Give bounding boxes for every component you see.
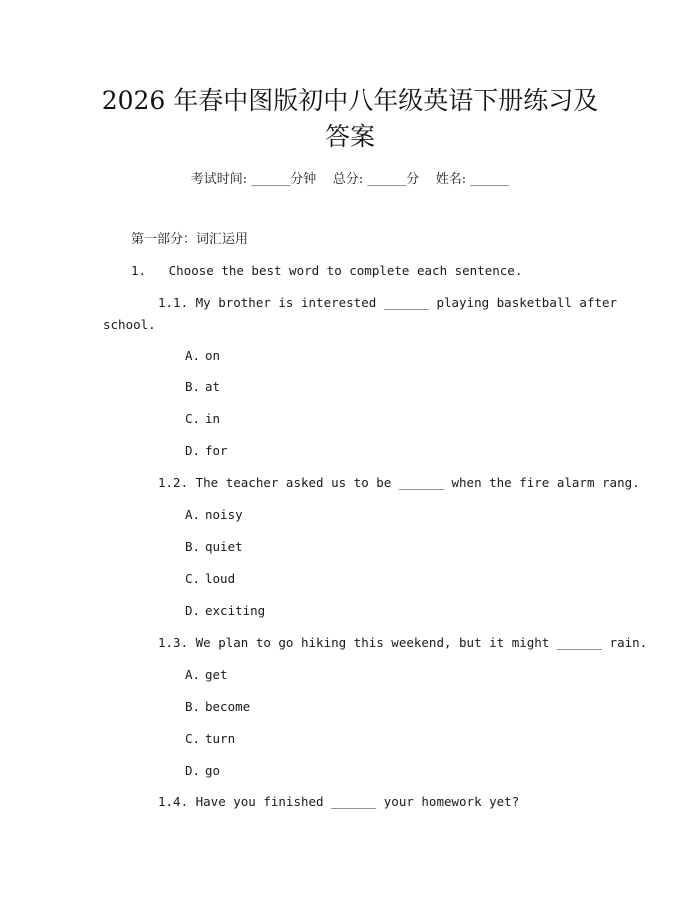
option[interactable]	[185, 442, 228, 460]
question-text: Choose the best word to complete each sentence.	[168, 263, 523, 278]
option[interactable]	[185, 698, 250, 716]
option-letter: C.	[185, 411, 201, 426]
option-text: loud	[205, 571, 236, 586]
option-letter: B.	[185, 539, 201, 554]
option-letter: A.	[185, 667, 201, 682]
option-letter: A.	[185, 348, 201, 363]
option[interactable]	[185, 602, 265, 620]
option[interactable]	[185, 570, 235, 588]
option[interactable]	[185, 762, 220, 780]
item-1-1-stem-continued: school.	[103, 317, 156, 332]
item-1-1-stem: 1.1. My brother is interested ______ playing basketball after	[158, 295, 618, 310]
option[interactable]	[185, 347, 220, 365]
option-text: at	[205, 379, 221, 394]
option-text: for	[205, 443, 228, 458]
option[interactable]	[185, 666, 228, 684]
question-number: 1.	[131, 263, 147, 278]
option-letter: D.	[185, 603, 201, 618]
option-text: go	[205, 763, 221, 778]
option-letter: D.	[185, 763, 201, 778]
option-text: in	[205, 411, 221, 426]
item-1-3-stem: 1.3. We plan to go hiking this weekend, but it might ______ rain.	[158, 635, 648, 650]
option[interactable]	[185, 506, 243, 524]
option[interactable]	[185, 730, 235, 748]
section-heading: 第一部分：词汇运用	[131, 232, 249, 247]
option-letter: A.	[185, 507, 201, 522]
item-1-4-stem: 1.4. Have you finished ______ your homework yet?	[158, 794, 520, 809]
option-letter: C.	[185, 571, 201, 586]
option-text: become	[205, 699, 251, 714]
option[interactable]	[185, 378, 220, 396]
option-text: quiet	[205, 539, 243, 554]
question-1-instruction	[131, 262, 522, 280]
option[interactable]	[185, 410, 220, 428]
option-text: turn	[205, 731, 236, 746]
option-letter: C.	[185, 731, 201, 746]
option-letter: D.	[185, 443, 201, 458]
option-text: get	[205, 667, 228, 682]
option-letter: B.	[185, 699, 201, 714]
option-text: noisy	[205, 507, 243, 522]
exam-info-line: 考试时间: ______分钟 总分: ______分 姓名: ______	[190, 172, 510, 187]
option-text: on	[205, 348, 221, 363]
option-letter: B.	[185, 379, 201, 394]
document-title-line-1: 2026 年春中图版初中八年级英语下册练习及	[101, 86, 599, 115]
option[interactable]	[185, 538, 243, 556]
option-text: exciting	[205, 603, 266, 618]
item-1-2-stem: 1.2. The teacher asked us to be ______ when the fire alarm rang.	[158, 475, 640, 490]
document-title-line-2: 答案	[324, 122, 375, 151]
